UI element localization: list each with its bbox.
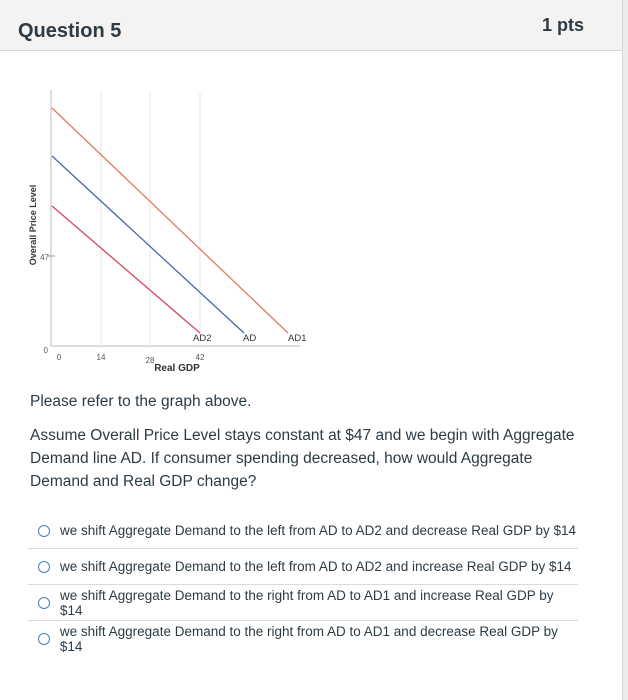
prompt-intro: Please refer to the graph above.: [30, 393, 252, 410]
ad2-label: AD2: [193, 333, 212, 344]
answer-text: we shift Aggregate Demand to the right from AD to AD1 and increase Real GDP by $14: [59, 587, 554, 618]
radio-button[interactable]: [38, 633, 50, 645]
ad1-line: [52, 108, 288, 333]
answer-option-3[interactable]: [28, 584, 578, 620]
ad-label: AD: [243, 333, 257, 344]
answer-text: we shift Aggregate Demand to the left from AD to AD2 and increase Real GDP by $14: [60, 559, 572, 574]
x-tick-label-42: 42: [195, 353, 205, 362]
answer-option-2[interactable]: [28, 548, 578, 584]
x-tick-label-14: 14: [96, 353, 106, 362]
y-tick-label-47: 47: [40, 253, 49, 262]
question-title: Question 5: [18, 20, 122, 42]
question-header: [0, 0, 622, 51]
x-axis-title: Real GDP: [154, 363, 200, 374]
radio-button[interactable]: [38, 561, 50, 573]
question-points: 1 pts: [541, 15, 584, 35]
x-tick-label-0: 0: [56, 353, 62, 362]
y-tick-label-0: 0: [43, 346, 48, 355]
answer-text: we shift Aggregate Demand to the right from AD to AD1 and decrease Real GDP by $14: [59, 623, 558, 654]
y-axis-title: Overall Price Level: [28, 184, 38, 266]
answer-list: [28, 513, 578, 656]
answer-option-4[interactable]: [28, 620, 578, 656]
radio-button[interactable]: [38, 597, 50, 609]
prompt-body: Assume Overall Price Level stays constant at $47 and we begin with Aggregate Demand line AD. If consumer spending decreased, how would Aggregate Demand and Real GDP change?: [30, 427, 575, 490]
answer-text: we shift Aggregate Demand to the left from AD to AD2 and decrease Real GDP by $14: [60, 523, 577, 538]
aggregate-demand-chart: [0, 90, 340, 380]
ad1-label: AD1: [288, 333, 307, 344]
ad-line: [52, 156, 244, 333]
x-tick-label-28: 28: [145, 356, 155, 365]
answer-option-1[interactable]: [28, 513, 578, 548]
radio-button[interactable]: [38, 525, 50, 537]
